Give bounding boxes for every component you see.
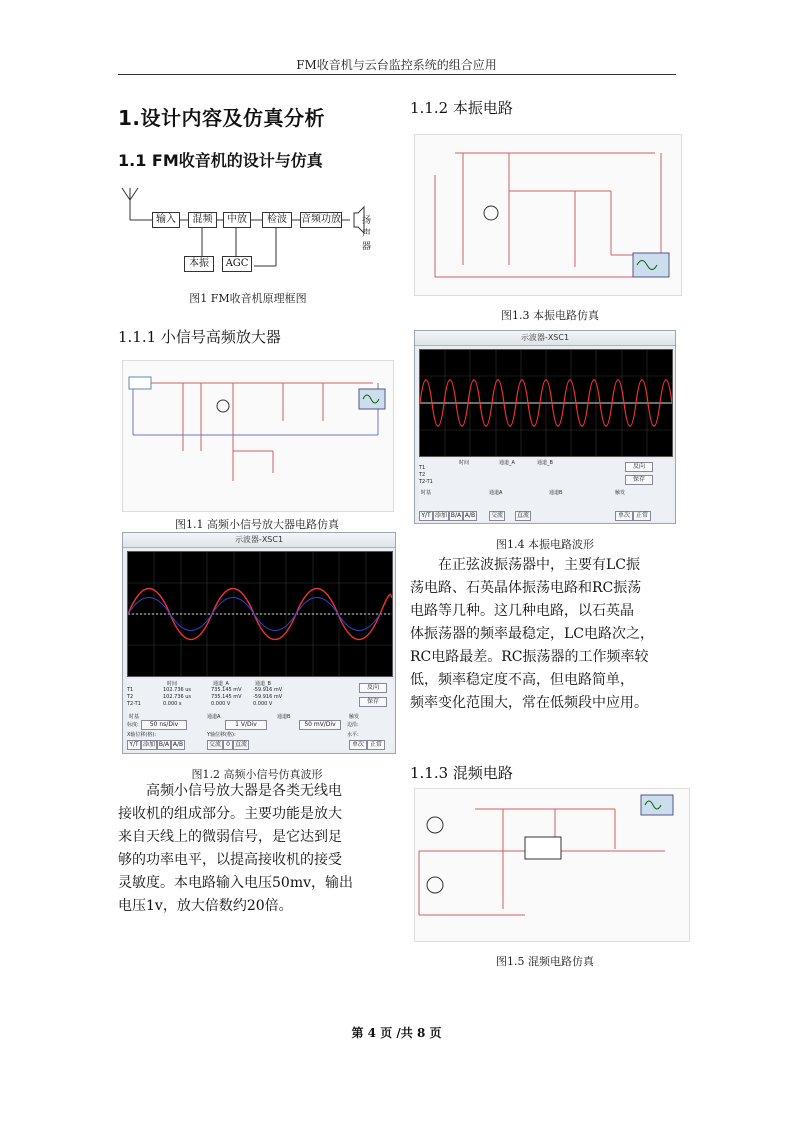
dt-b: 0.000 V — [253, 701, 273, 707]
oscilloscope-window — [414, 330, 676, 524]
trigger-normal[interactable]: 正常 — [367, 740, 385, 750]
edge-label: 边沿: — [347, 722, 359, 728]
para-line: 荡电路、石英晶体振荡电路和RC振荡 — [410, 580, 642, 596]
block-if-amp: 中放 — [223, 212, 251, 228]
mode-add[interactable]: 添加 — [434, 512, 447, 519]
para-line: 电压1v，放大倍数约20倍。 — [118, 898, 293, 914]
para-line: 体振荡器的频率最稳定，LC电路次之， — [410, 626, 655, 642]
dt-time: 0.000 s — [163, 701, 182, 707]
row-t2: T2 — [419, 472, 426, 478]
running-header: FM收音机与云台监控系统的组合应用 — [296, 58, 497, 72]
channel-a-scale-field[interactable]: 1 V/Div — [225, 720, 267, 730]
col-channel-a: 通道_A — [213, 681, 229, 687]
trigger-single[interactable]: 单次 — [615, 511, 633, 521]
figure-caption: 图1.3 本振电路仿真 — [501, 309, 599, 322]
circuit-schematic — [123, 361, 393, 511]
col-channel-b: 通道_B — [255, 681, 271, 687]
col-channel-b: 通道_B — [537, 460, 553, 466]
scope-title: 示波器-XSC1 — [415, 331, 675, 346]
mixer-circuit — [414, 788, 690, 942]
coupling-ac[interactable]: 交流 — [208, 741, 221, 748]
section-heading: 1.设计内容及仿真分析 — [118, 106, 326, 130]
row-t1: T1 — [419, 465, 426, 471]
scope-title: 示波器-XSC1 — [123, 533, 395, 548]
figure-caption: 图1.1 高频小信号放大器电路仿真 — [175, 518, 339, 531]
t2-time: 102.736 us — [163, 694, 192, 700]
body-paragraph — [118, 780, 380, 918]
mode-ba[interactable]: B/A — [450, 512, 462, 519]
row-t2-t1: T2-T1 — [419, 479, 433, 485]
scope-readout — [127, 679, 393, 751]
timebase-scale-field[interactable]: 50 ns/Div — [141, 720, 187, 730]
channel-b-label: 通道B — [277, 714, 291, 720]
t2-b: -59.916 mV — [253, 694, 283, 700]
para-line: 够的功率电平，以提高接收机的接受 — [118, 852, 342, 868]
channel-a-label: 通道A — [489, 490, 503, 496]
local-oscillator-circuit — [414, 134, 682, 296]
figure-caption: 图1.2 高频小信号仿真波形 — [191, 768, 323, 781]
scale-label: 标度: — [127, 722, 139, 728]
trigger-label: 触发 — [349, 714, 360, 720]
para-line: 电路等几种。这几种电路，以石英晶 — [410, 603, 634, 619]
para-line: 接收机的组成部分。主要功能是放大 — [118, 806, 342, 822]
scope-readout — [419, 459, 673, 521]
subsubsection-heading: 1.1.1 小信号高频放大器 — [118, 328, 281, 346]
mode-add[interactable]: 添加 — [142, 741, 155, 748]
block-mixer: 混频 — [188, 212, 217, 228]
col-time: 时间 — [167, 681, 178, 687]
para-line: 灵敏度。本电路输入电压50mv，输出 — [118, 875, 353, 891]
scope-waveform — [128, 552, 392, 676]
mode-ba[interactable]: B/A — [158, 741, 170, 748]
header-rule — [118, 74, 676, 75]
trigger-normal[interactable]: 正常 — [633, 511, 651, 521]
save-button[interactable]: 保存 — [359, 697, 387, 707]
t1-a: 735.145 mV — [211, 687, 242, 693]
figure-caption: 图1 FM收音机原理框图 — [189, 292, 307, 305]
channel-a-label: 通道A — [207, 714, 221, 720]
block-speaker-label: 扬声器 — [362, 216, 372, 252]
para-line: 来自天线上的微弱信号，是它达到足 — [118, 829, 342, 845]
circuit-schematic — [415, 135, 681, 295]
channel-b-label: 通道B — [549, 490, 563, 496]
subsubsection-heading: 1.1.3 混频电路 — [410, 764, 513, 782]
scope-screen — [127, 551, 393, 677]
timebase-label: 时基 — [421, 490, 432, 496]
trigger-single[interactable]: 单次 — [349, 740, 367, 750]
xpos-label: X轴位移(格): — [127, 732, 157, 738]
col-channel-a: 通道_A — [499, 460, 515, 466]
mode-ab[interactable]: A/B — [464, 512, 476, 519]
oscilloscope-window — [122, 532, 396, 754]
save-button[interactable]: 保存 — [625, 475, 653, 485]
rf-amplifier-circuit — [122, 360, 394, 512]
reverse-button[interactable]: 反向 — [625, 462, 653, 472]
para-line: RC电路最差。RC振荡器的工作频率较 — [410, 649, 649, 665]
para-line: 低，频率稳定度不高，但电路简单， — [410, 672, 634, 688]
row-t2-t1: T2-T1 — [127, 701, 141, 707]
scope-waveform — [420, 350, 672, 456]
ypos-label: Y轴位移(格): — [207, 732, 236, 738]
page-number: 第 4 页 /共 8 页 — [351, 1026, 442, 1040]
channel-b-scale-field[interactable]: 50 mV/Div — [299, 720, 341, 730]
body-paragraph — [410, 554, 680, 715]
t1-b: -59.916 mV — [253, 687, 283, 693]
mode-ab[interactable]: A/B — [172, 741, 184, 748]
row-t2: T2 — [127, 694, 134, 700]
coupling-dc[interactable]: 直流 — [516, 512, 529, 519]
para-line: 在正弦波振荡器中，主要有LC振 — [438, 557, 641, 573]
block-detector: 检波 — [262, 212, 292, 228]
col-time: 时间 — [459, 460, 470, 466]
block-local-osc: 本振 — [184, 256, 214, 272]
para-line: 频率变化范围大，常在低频段中应用。 — [410, 695, 648, 711]
block-input: 输入 — [152, 212, 180, 228]
scope-screen — [419, 349, 673, 457]
dt-a: 0.000 V — [211, 701, 231, 707]
t1-time: 102.736 us — [163, 687, 192, 693]
t2-a: 735.145 mV — [211, 694, 242, 700]
figure-caption: 图1.4 本振电路波形 — [496, 538, 594, 551]
para-line: 高频小信号放大器是各类无线电 — [146, 783, 342, 799]
trigger-label: 触发 — [615, 490, 626, 496]
figure-caption: 图1.5 混频电路仿真 — [496, 955, 594, 968]
coupling-ac[interactable]: 交流 — [490, 512, 503, 519]
subsection-heading: 1.1 FM收音机的设计与仿真 — [118, 151, 323, 170]
timebase-label: 时基 — [129, 714, 140, 720]
coupling-zero[interactable]: 0 — [223, 740, 233, 750]
reverse-button[interactable]: 反向 — [359, 683, 387, 693]
row-t1: T1 — [127, 687, 134, 693]
block-audio-amp: 音频功放 — [300, 212, 342, 228]
subsubsection-heading: 1.1.2 本振电路 — [410, 99, 513, 117]
fm-block-diagram — [118, 180, 378, 280]
mode-yt[interactable]: Y/T — [419, 511, 433, 521]
coupling-dc[interactable]: 直流 — [234, 741, 247, 748]
block-agc: AGC — [222, 256, 252, 272]
circuit-schematic — [415, 789, 689, 941]
level-label: 水平: — [347, 732, 359, 738]
mode-yt[interactable]: Y/T — [127, 740, 141, 750]
